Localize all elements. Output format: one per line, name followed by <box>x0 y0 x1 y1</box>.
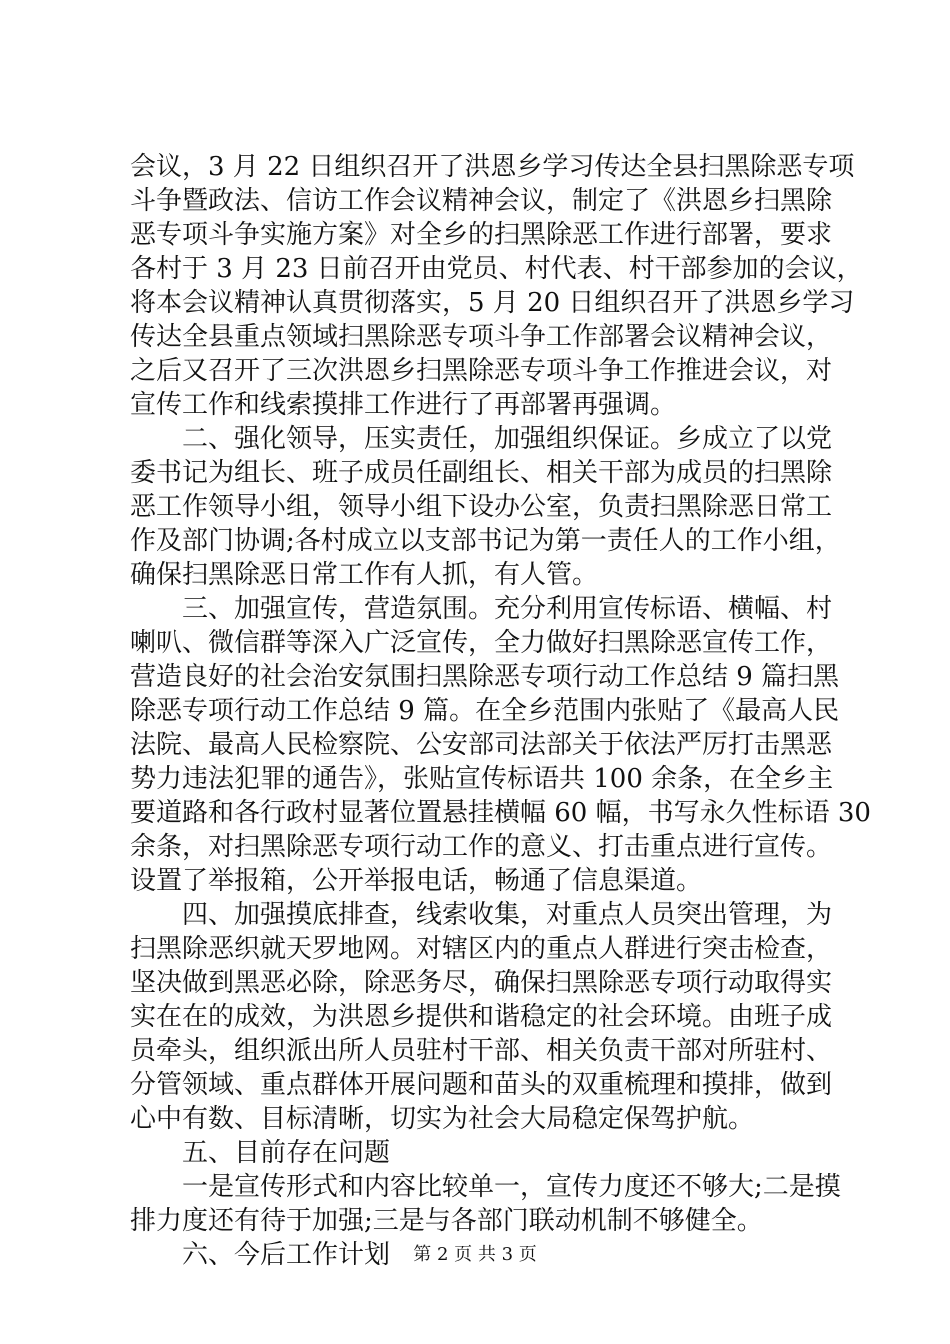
text-line: 扫黑除恶织就天罗地网。对辖区内的重点人群进行突击检查， <box>130 934 833 964</box>
section-heading: 五、目前存在问题 <box>182 1138 391 1168</box>
text-line: 喇叭、微信群等深入广泛宣传，全力做好扫黑除恶宣传工作， <box>130 628 833 658</box>
section-heading-line: 二、强化领导，压实责任，加强组织保证。乡成立了以党 <box>182 424 833 454</box>
text-line: 营造良好的社会治安氛围扫黑除恶专项行动工作总结 9 篇扫黑 <box>130 662 840 692</box>
text-line: 心中有数、目标清晰，切实为社会大局稳定保驾护航。 <box>130 1104 755 1134</box>
text-line: 之后又召开了三次洪恩乡扫黑除恶专项斗争工作推进会议，对 <box>130 356 833 386</box>
text-line: 员牵头，组织派出所人员驻村干部、相关负责干部对所驻村、 <box>130 1036 833 1066</box>
section-heading: 六、今后工作计划 <box>182 1240 391 1270</box>
text-line: 分管领域、重点群体开展问题和苗头的双重梳理和摸排，做到 <box>130 1070 833 1100</box>
text-line: 委书记为组长、班子成员任副组长、相关干部为成员的扫黑除 <box>130 458 833 488</box>
text-line: 将本会议精神认真贯彻落实，5 月 20 日组织召开了洪恩乡学习 <box>130 288 855 318</box>
body-text <box>130 150 871 1272</box>
text-line: 传达全县重点领域扫黑除恶专项斗争工作部署会议精神会议， <box>130 322 833 352</box>
text-line: 恶专项斗争实施方案》对全乡的扫黑除恶工作进行部署，要求 <box>130 220 833 250</box>
text-line: 确保扫黑除恶日常工作有人抓，有人管。 <box>130 560 599 590</box>
text-line: 各村于 3 月 23 日前召开由党员、村代表、村干部参加的会议， <box>130 254 863 284</box>
text-line: 余条，对扫黑除恶专项行动工作的意义、打击重点进行宣传。 <box>130 832 833 862</box>
text-line: 坚决做到黑恶必除，除恶务尽，确保扫黑除恶专项行动取得实 <box>130 968 833 998</box>
section-heading-line: 四、加强摸底排查，线索收集，对重点人员突出管理，为 <box>182 900 833 930</box>
text-line: 排力度还有待于加强;三是与各部门联动机制不够健全。 <box>130 1206 763 1236</box>
text-line: 除恶专项行动工作总结 9 篇。在全乡范围内张贴了《最高人民 <box>130 696 840 726</box>
text-line: 斗争暨政法、信访工作会议精神会议，制定了《洪恩乡扫黑除 <box>130 186 833 216</box>
text-line: 实在在的成效，为洪恩乡提供和谐稳定的社会环境。由班子成 <box>130 1002 833 1032</box>
page-number-footer: 第 2 页 共 3 页 <box>413 1244 537 1265</box>
text-line: 作及部门协调;各村成立以支部书记为第一责任人的工作小组， <box>130 526 841 556</box>
text-line: 势力违法犯罪的通告》，张贴宣传标语共 100 余条，在全乡主 <box>130 764 834 794</box>
text-line: 宣传工作和线索摸排工作进行了再部署再强调。 <box>130 390 677 420</box>
text-line: 要道路和各行政村显著位置悬挂横幅 60 幅，书写永久性标语 30 <box>130 798 871 828</box>
text-line: 恶工作领导小组，领导小组下设办公室，负责扫黑除恶日常工 <box>130 492 833 522</box>
section-heading-line: 三、加强宣传，营造氛围。充分利用宣传标语、横幅、村 <box>182 594 833 624</box>
text-line: 一是宣传形式和内容比较单一，宣传力度还不够大;二是摸 <box>182 1172 841 1202</box>
text-line: 法院、最高人民检察院、公安部司法部关于依法严厉打击黑恶 <box>130 730 833 760</box>
text-line: 设置了举报箱，公开举报电话，畅通了信息渠道。 <box>130 866 703 896</box>
text-line: 会议，3 月 22 日组织召开了洪恩乡学习传达全县扫黑除恶专项 <box>130 152 855 182</box>
